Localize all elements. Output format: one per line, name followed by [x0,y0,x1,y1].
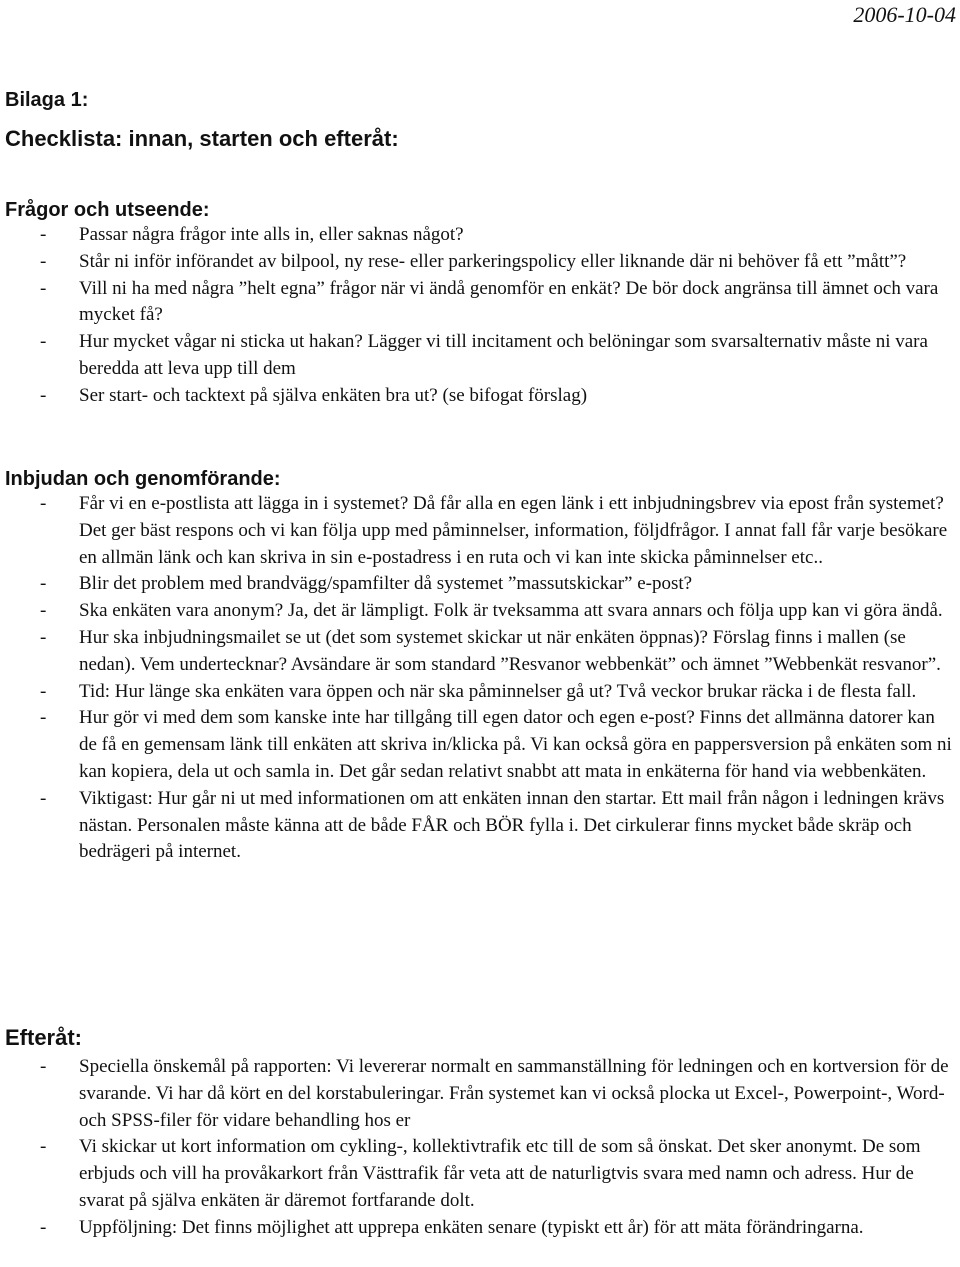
list-item [0,276,960,330]
bullet-dash: - [40,1136,47,1158]
list-item [0,329,960,383]
bullet-dash: - [40,1056,47,1077]
list-item-text: Uppföljning: Det finns möjlighet att upprepa enkäten senare (typiskt ett år) för att mäta förändringarna. [79,1216,864,1238]
list-item-text: Ska enkäten vara anonym? Ja, det är lämpligt. Folk är tveksamma att svara annars och följa upp kan vi göra ändå. [79,600,943,622]
list-item [0,786,960,866]
list-item-text: Viktigast: Hur går ni ut med informationen om att enkäten innan den startar. Ett mail från någon i ledningen krävs nästan. Personalen måste känna att de både FÅR och BÖR fylla i. Det cirkulerar finns mycket både skräp och bedrägeri på internet. [79,787,945,863]
section-heading-fragor: Frågor och utseende: [5,199,210,221]
bullet-dash: - [40,493,47,514]
appendix-label: Bilaga 1: [5,89,89,111]
bullet-dash: - [40,680,47,702]
bullet-dash: - [40,787,47,809]
list-item [0,571,960,598]
list-item [0,679,960,706]
bullet-dash: - [40,250,47,272]
list-item [0,491,960,571]
list-item-text: Hur ska inbjudningsmailet se ut (det som systemet skickar ut när enkäten öppnas)? Förslag finns i mallen (se nedan). Vem undertecknar? Avsändare är som standard ”Resvanor webbenkät” och ämnet ”Webbenkät resvanor”. [79,626,941,675]
list-item [0,222,960,249]
bullet-dash: - [40,626,47,648]
list-item-text: Står ni inför införandet av bilpool, ny rese- eller parkeringspolicy eller liknande där ni behöver få ett ”mått”? [79,250,907,272]
list-item [0,1215,960,1242]
list-item [0,705,960,785]
bullet-dash: - [40,224,47,245]
bullet-dash: - [40,1216,47,1238]
list-item-text: Får vi en e-postlista att lägga in i systemet? Då får alla en egen länk i ett inbjudningsbrev via epost från systemet? Det ger bäst respons och vi kan följa upp med påminnelser, information, följdfrågor. I annat fall får varje besökare en allmän länk och kan skriva in sin e-postadress i en ruta och vi kan inte skicka påminnelser etc.. [79,493,948,568]
checklist-efterat [0,1054,960,1242]
checklist-fragor [0,222,960,410]
list-item [0,598,960,625]
list-item-text: Tid: Hur länge ska enkäten vara öppen och när ska påminnelser gå ut? Två veckor brukar räcka i de flesta fall. [79,680,917,702]
section-heading-efterat: Efteråt: [5,1025,83,1050]
list-item [0,1134,960,1214]
list-item [0,1054,960,1134]
bullet-dash: - [40,573,47,595]
list-item-text: Vill ni ha med några ”helt egna” frågor när vi ändå genomför en enkät? De bör dock angränsa till ämnet och vara mycket få? [79,277,939,326]
list-item-text: Vi skickar ut kort information om cykling-, kollektivtrafik etc till de som så önskat. Det sker anonymt. De som erbjuds och vill ha provåkarkort från Västtrafik får veta att de naturligtvis svara med namn och adress. Hur de svarat på själva enkäten är däremot fortfarande dolt. [79,1136,921,1211]
list-item-text: Passar några frågor inte alls in, eller saknas något? [79,224,464,245]
bullet-dash: - [40,600,47,622]
bullet-dash: - [40,277,47,299]
bullet-dash: - [40,707,47,729]
list-item-text: Hur mycket vågar ni sticka ut hakan? Lägger vi till incitament och belöningar som svarsalternativ måste ni vara beredda att leva upp till dem [79,331,928,379]
bullet-dash: - [40,331,47,353]
list-item [0,249,960,276]
document-date: 2006-10-04 [853,2,956,27]
list-item-text: Blir det problem med brandvägg/spamfilter då systemet ”massutskickar” e-post? [79,573,693,595]
list-item-text: Speciella önskemål på rapporten: Vi levererar normalt en sammanställning för ledningen och en kortversion för de svarande. Vi har då kört en del korstabuleringar. Från systemet kan vi också plocka ut Excel-, Powerpoint-, Word- och SPSS-filer för vidare behandling hos er [79,1056,949,1131]
checklist-inbjudan [0,491,960,866]
list-item-text: Ser start- och tacktext på själva enkäten bra ut? (se bifogat förslag) [79,384,588,406]
section-heading-inbjudan: Inbjudan och genomförande: [5,468,281,490]
page-title: Checklista: innan, starten och efteråt: [5,126,399,151]
list-item-text: Hur gör vi med dem som kanske inte har tillgång till egen dator och egen e-post? Finns det allmänna datorer kan de få en gemensam länk till enkäten att skriva in/klicka på. Vi kan också göra en pappersversion på enkäten som ni kan kopiera, dela ut och samla in. Det går sedan relativt snabbt att mata in enkäterna för hand via webbenkäten. [79,707,952,782]
list-item [0,625,960,679]
list-item [0,383,960,410]
bullet-dash: - [40,384,47,406]
